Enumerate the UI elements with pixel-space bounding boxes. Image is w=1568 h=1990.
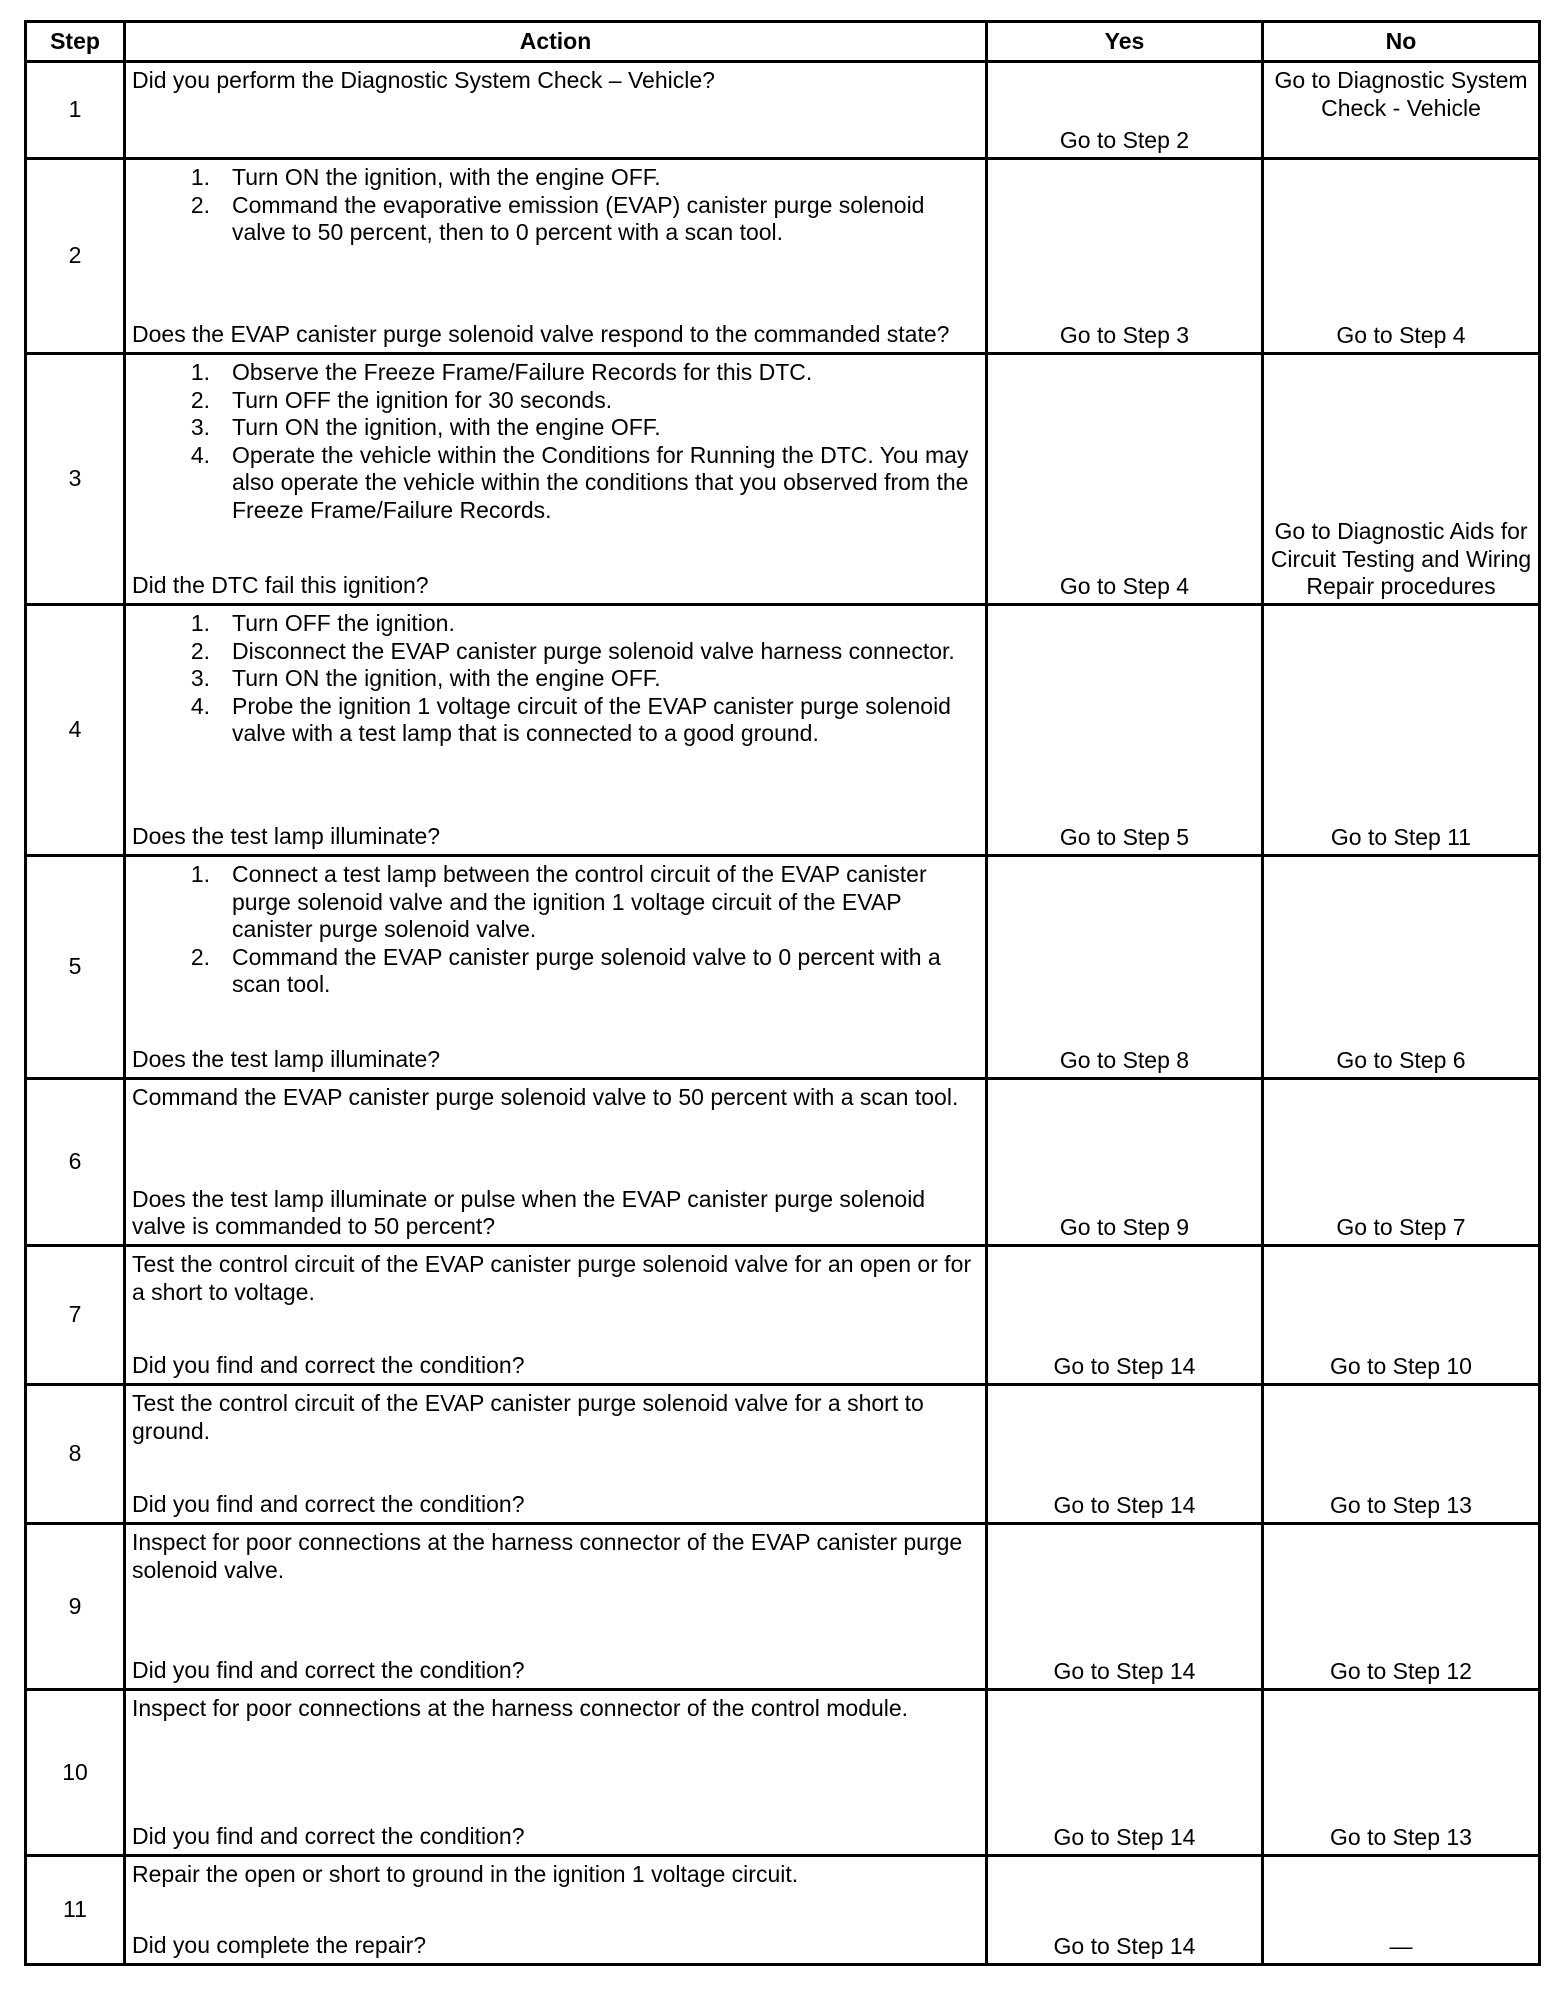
action-step-item: [132, 442, 981, 525]
action-step-item: [132, 665, 981, 693]
table-row: [26, 1524, 1540, 1690]
action-step-text: Turn ON the ignition, with the engine OFF.: [232, 164, 661, 190]
action-question: Does the test lamp illuminate or pulse when the EVAP canister purge solenoid valve is commanded to 50 percent?: [132, 1185, 926, 1240]
step-number: 7: [26, 1246, 125, 1385]
action-question: Does the test lamp illuminate?: [132, 823, 441, 850]
no-result: Go to Step 10: [1263, 1246, 1540, 1385]
action-step-text: Turn OFF the ignition.: [232, 610, 455, 636]
action-instruction: Command the EVAP canister purge solenoid valve to 50 percent with a scan tool.: [132, 1084, 959, 1110]
table-row: [26, 1079, 1540, 1246]
action-step-text: Command the EVAP canister purge solenoid valve to 0 percent with a scan tool.: [232, 943, 941, 998]
action-step-item: [132, 164, 981, 192]
action-step-number: 2.: [190, 386, 210, 413]
action-cell: [125, 605, 987, 856]
action-step-text: Command the evaporative emission (EVAP) canister purge solenoid valve to 50 percent, then to 0 percent with a scan tool.: [232, 191, 925, 246]
action-step-item: [132, 414, 981, 442]
action-cell: [125, 1246, 987, 1385]
header-row: [26, 22, 1540, 62]
action-step-list: [132, 164, 981, 247]
action-step-number: 3.: [190, 414, 210, 441]
header-no: No: [1263, 22, 1540, 62]
action-step-text: Disconnect the EVAP canister purge solenoid valve harness connector.: [232, 637, 955, 664]
step-number: 8: [26, 1385, 125, 1524]
action-question: Did you find and correct the condition?: [132, 1491, 525, 1518]
table-row: [26, 856, 1540, 1079]
action-question: Does the test lamp illuminate?: [132, 1046, 441, 1073]
yes-result: Go to Step 14: [987, 1385, 1263, 1524]
action-step-number: 4.: [190, 692, 210, 719]
action-cell: [125, 856, 987, 1079]
yes-result: Go to Step 14: [987, 1246, 1263, 1385]
no-result: Go to Diagnostic Aids for Circuit Testing and Wiring Repair procedures: [1263, 354, 1540, 605]
action-cell: [125, 1079, 987, 1246]
no-result: Go to Diagnostic System Check - Vehicle: [1263, 62, 1540, 159]
action-step-number: 1.: [190, 164, 210, 190]
header-yes: Yes: [987, 22, 1263, 62]
action-cell: [125, 1385, 987, 1524]
no-result: Go to Step 12: [1263, 1524, 1540, 1690]
table-body: [26, 62, 1540, 1965]
action-step-text: Turn ON the ignition, with the engine OFF.: [232, 665, 661, 692]
action-step-text: Turn ON the ignition, with the engine OFF.: [232, 414, 661, 441]
action-step-list: [132, 861, 981, 999]
action-step-text: Operate the vehicle within the Conditions for Running the DTC. You may also operate the vehicle within the conditions that you observed from the Freeze Frame/Failure Records.: [232, 441, 969, 523]
action-cell: [125, 62, 987, 159]
action-step-number: 2.: [190, 637, 210, 664]
yes-result: Go to Step 9: [987, 1079, 1263, 1246]
table-row: [26, 605, 1540, 856]
yes-result: Go to Step 2: [987, 62, 1263, 159]
table-row: [26, 1385, 1540, 1524]
step-number: 3: [26, 354, 125, 605]
action-question: Did you find and correct the condition?: [132, 1823, 525, 1850]
yes-result: Go to Step 14: [987, 1856, 1263, 1965]
action-instruction: Inspect for poor connections at the harness connector of the EVAP canister purge solenoid valve.: [132, 1529, 963, 1583]
action-step-number: 4.: [190, 441, 210, 468]
step-number: 10: [26, 1690, 125, 1856]
action-step-text: Turn OFF the ignition for 30 seconds.: [232, 386, 613, 413]
action-cell: [125, 1524, 987, 1690]
no-result: Go to Step 13: [1263, 1690, 1540, 1856]
action-step-number: 1.: [190, 359, 210, 385]
action-instruction: Test the control circuit of the EVAP canister purge solenoid valve for an open or for a short to voltage.: [132, 1251, 972, 1305]
header-step: Step: [26, 22, 125, 62]
diagnostic-table: [24, 20, 1541, 1966]
step-number: 5: [26, 856, 125, 1079]
action-question: Did you find and correct the condition?: [132, 1352, 525, 1379]
action-step-number: 1.: [190, 610, 210, 636]
action-step-list: [132, 610, 981, 748]
action-step-list: [132, 359, 981, 525]
table-row: [26, 1690, 1540, 1856]
action-step-item: [132, 638, 981, 666]
action-step-item: [132, 693, 981, 748]
yes-result: Go to Step 3: [987, 159, 1263, 354]
table-row: [26, 62, 1540, 159]
yes-result: Go to Step 14: [987, 1524, 1263, 1690]
action-step-number: 2.: [190, 191, 210, 218]
action-step-item: [132, 387, 981, 415]
action-instruction: Did you perform the Diagnostic System Check – Vehicle?: [132, 67, 715, 93]
no-result: Go to Step 7: [1263, 1079, 1540, 1246]
action-question: Did you find and correct the condition?: [132, 1657, 525, 1684]
action-step-item: [132, 192, 981, 247]
action-step-text: Observe the Freeze Frame/Failure Records for this DTC.: [232, 359, 813, 385]
action-step-text: Probe the ignition 1 voltage circuit of the EVAP canister purge solenoid valve with a test lamp that is connected to a good ground.: [232, 692, 951, 747]
yes-result: Go to Step 14: [987, 1690, 1263, 1856]
header-action: Action: [125, 22, 987, 62]
step-number: 6: [26, 1079, 125, 1246]
table-row: [26, 354, 1540, 605]
action-step-number: 1.: [190, 861, 210, 887]
yes-result: Go to Step 8: [987, 856, 1263, 1079]
action-step-number: 3.: [190, 665, 210, 692]
step-number: 9: [26, 1524, 125, 1690]
step-number: 1: [26, 62, 125, 159]
action-instruction: Inspect for poor connections at the harness connector of the control module.: [132, 1695, 909, 1721]
action-cell: [125, 354, 987, 605]
action-step-item: [132, 359, 981, 387]
action-question: Does the EVAP canister purge solenoid valve respond to the commanded state?: [132, 321, 950, 348]
step-number: 4: [26, 605, 125, 856]
step-number: 2: [26, 159, 125, 354]
table-row: [26, 1246, 1540, 1385]
table-row: [26, 159, 1540, 354]
step-number: 11: [26, 1856, 125, 1965]
no-result: —: [1263, 1856, 1540, 1965]
yes-result: Go to Step 5: [987, 605, 1263, 856]
action-instruction: Test the control circuit of the EVAP canister purge solenoid valve for a short to ground.: [132, 1390, 924, 1444]
yes-result: Go to Step 4: [987, 354, 1263, 605]
action-step-item: [132, 861, 981, 944]
action-step-number: 2.: [190, 943, 210, 970]
action-instruction: Repair the open or short to ground in the ignition 1 voltage circuit.: [132, 1861, 799, 1887]
action-question: Did you complete the repair?: [132, 1932, 427, 1959]
no-result: Go to Step 11: [1263, 605, 1540, 856]
no-result: Go to Step 4: [1263, 159, 1540, 354]
action-step-item: [132, 610, 981, 638]
action-step-item: [132, 944, 981, 999]
action-cell: [125, 159, 987, 354]
action-cell: [125, 1856, 987, 1965]
action-question: Did the DTC fail this ignition?: [132, 572, 429, 599]
action-cell: [125, 1690, 987, 1856]
action-step-text: Connect a test lamp between the control circuit of the EVAP canister purge solenoid valve and the ignition 1 voltage circuit of the EVAP canister purge solenoid valve.: [232, 861, 927, 943]
table-row: [26, 1856, 1540, 1965]
no-result: Go to Step 13: [1263, 1385, 1540, 1524]
no-result: Go to Step 6: [1263, 856, 1540, 1079]
